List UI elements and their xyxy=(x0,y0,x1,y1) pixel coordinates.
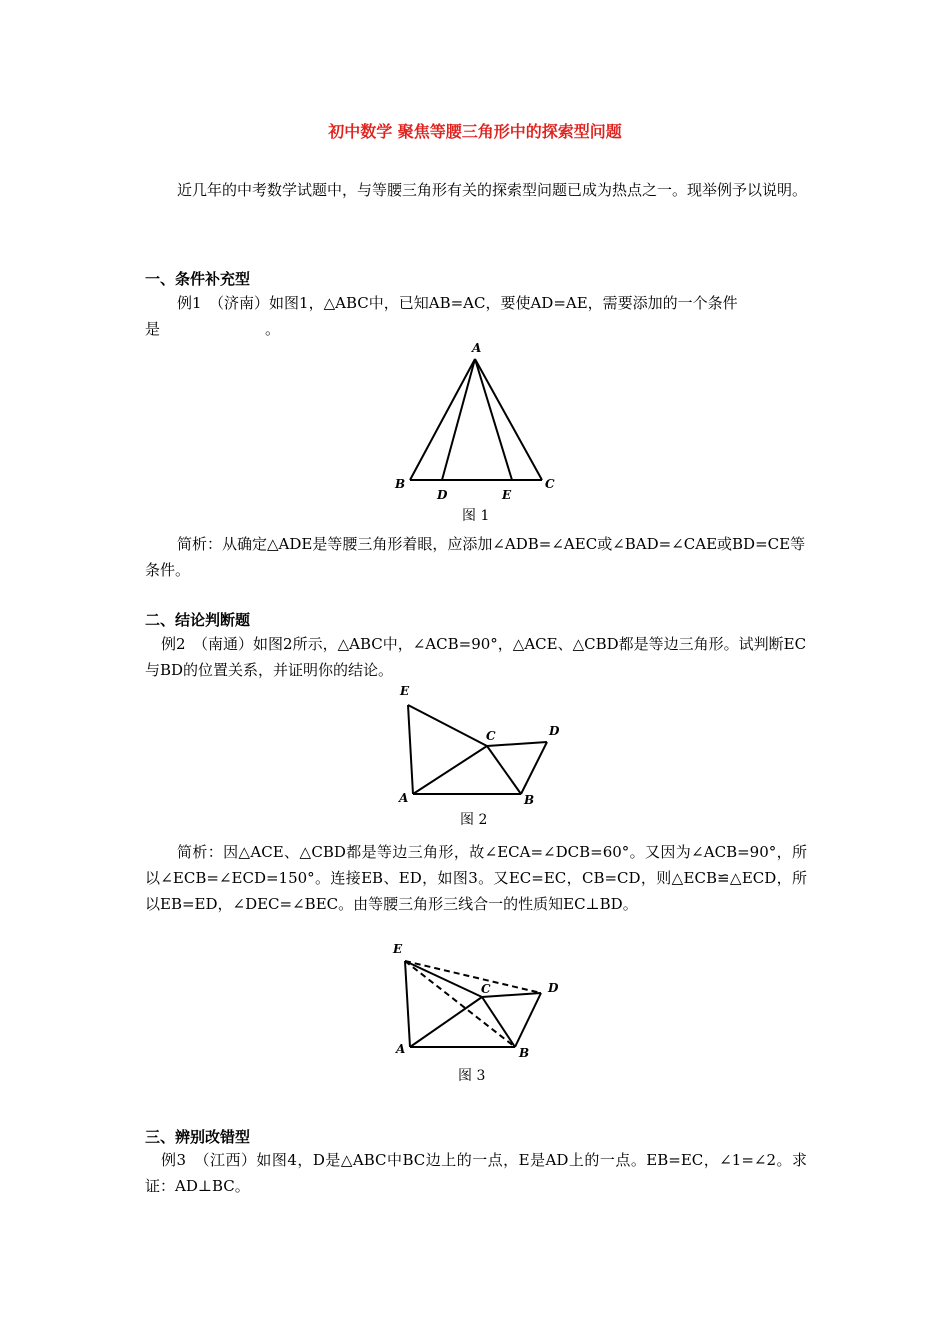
fig1-label-e: E xyxy=(502,488,512,502)
figure3-diagram xyxy=(385,937,585,1089)
section3-example: 例3 （江西）如图4，D是△ABC中BC边上的一点，E是AD上的一点。EB=EC，∠1=∠2。求证：AD⊥BC。 xyxy=(145,1151,807,1195)
fig3-label-e: E xyxy=(393,942,403,956)
fig3-dashed-eb xyxy=(405,961,515,1047)
section2-analysis: 简析：因△ACE、△CBD都是等边三角形，故∠ECA=∠DCB=60°。又因为∠ACB=90°，所以∠ECB=∠ECD=150°。连接EB、ED，如图3。又EC=EC，CB=CD，则△ECB≌△ECD，所以EB=ED，∠DEC=∠BEC。由等腰三角形三线合一的性质知EC⊥BD。 xyxy=(145,843,807,913)
fig2-label-d: D xyxy=(549,724,560,738)
fig2-line-db xyxy=(521,742,547,794)
section2-example: 例2 （南通）如图2所示，△ABC中，∠ACB=90°，△ACE、△CBD都是等边三角形。试判断EC与BD的位置关系，并证明你的结论。 xyxy=(145,635,807,679)
figure1-caption: 图 1 xyxy=(462,508,490,524)
fig1-label-c: C xyxy=(545,477,555,491)
fig3-label-b: B xyxy=(519,1046,530,1060)
fig1-line-ac xyxy=(475,359,542,480)
figure3-caption: 图 3 xyxy=(458,1068,486,1084)
fig1-label-a: A xyxy=(472,341,482,355)
fig3-label-c: C xyxy=(481,982,491,996)
fig3-line-ea xyxy=(405,961,410,1047)
section1-example: 例1 （济南）如图1，△ABC中，已知AB=AC，要使AD=AE，需要添加的一个条件是 。 xyxy=(145,294,738,338)
fig2-line-ec xyxy=(408,705,487,746)
fig2-label-a: A xyxy=(399,791,409,805)
fig2-line-ea xyxy=(408,705,413,794)
fig3-line-ec xyxy=(405,961,482,997)
fig3-line-ac xyxy=(410,997,482,1047)
figure2-caption: 图 2 xyxy=(460,812,488,828)
section1-heading: 一、条件补充型 xyxy=(145,270,251,288)
fig3-line-cb xyxy=(482,997,515,1047)
fig2-label-b: B xyxy=(524,793,535,807)
figure1-diagram xyxy=(390,338,570,528)
fig1-label-b: B xyxy=(395,477,406,491)
fig3-line-cd xyxy=(482,993,541,997)
fig2-label-c: C xyxy=(486,729,496,743)
fig2-label-e: E xyxy=(400,684,410,698)
section3-heading: 三、辨别改错型 xyxy=(145,1128,251,1146)
fig1-line-ab xyxy=(410,359,475,480)
fig2-line-cd xyxy=(487,742,547,746)
intro-paragraph: 近几年的中考数学试题中，与等腰三角形有关的探索型问题已成为热点之一。现举例予以说明。 xyxy=(177,181,808,199)
fig3-line-db xyxy=(515,993,541,1047)
fig1-line-ae xyxy=(475,359,512,480)
fig3-label-d: D xyxy=(548,981,559,995)
section2-heading: 二、结论判断题 xyxy=(145,611,251,629)
fig2-line-ac xyxy=(413,746,487,794)
fig2-line-cb xyxy=(487,746,521,794)
section1-analysis: 简析：从确定△ADE是等腰三角形着眼，应添加∠ADB=∠AEC或∠BAD=∠CAE或BD=CE等条件。 xyxy=(145,535,806,579)
figure2-diagram xyxy=(390,680,580,835)
fig3-label-a: A xyxy=(396,1042,406,1056)
fig1-line-ad xyxy=(442,359,475,480)
fig1-label-d: D xyxy=(437,488,448,502)
document-title: 初中数学 聚焦等腰三角形中的探索型问题 xyxy=(328,122,622,141)
